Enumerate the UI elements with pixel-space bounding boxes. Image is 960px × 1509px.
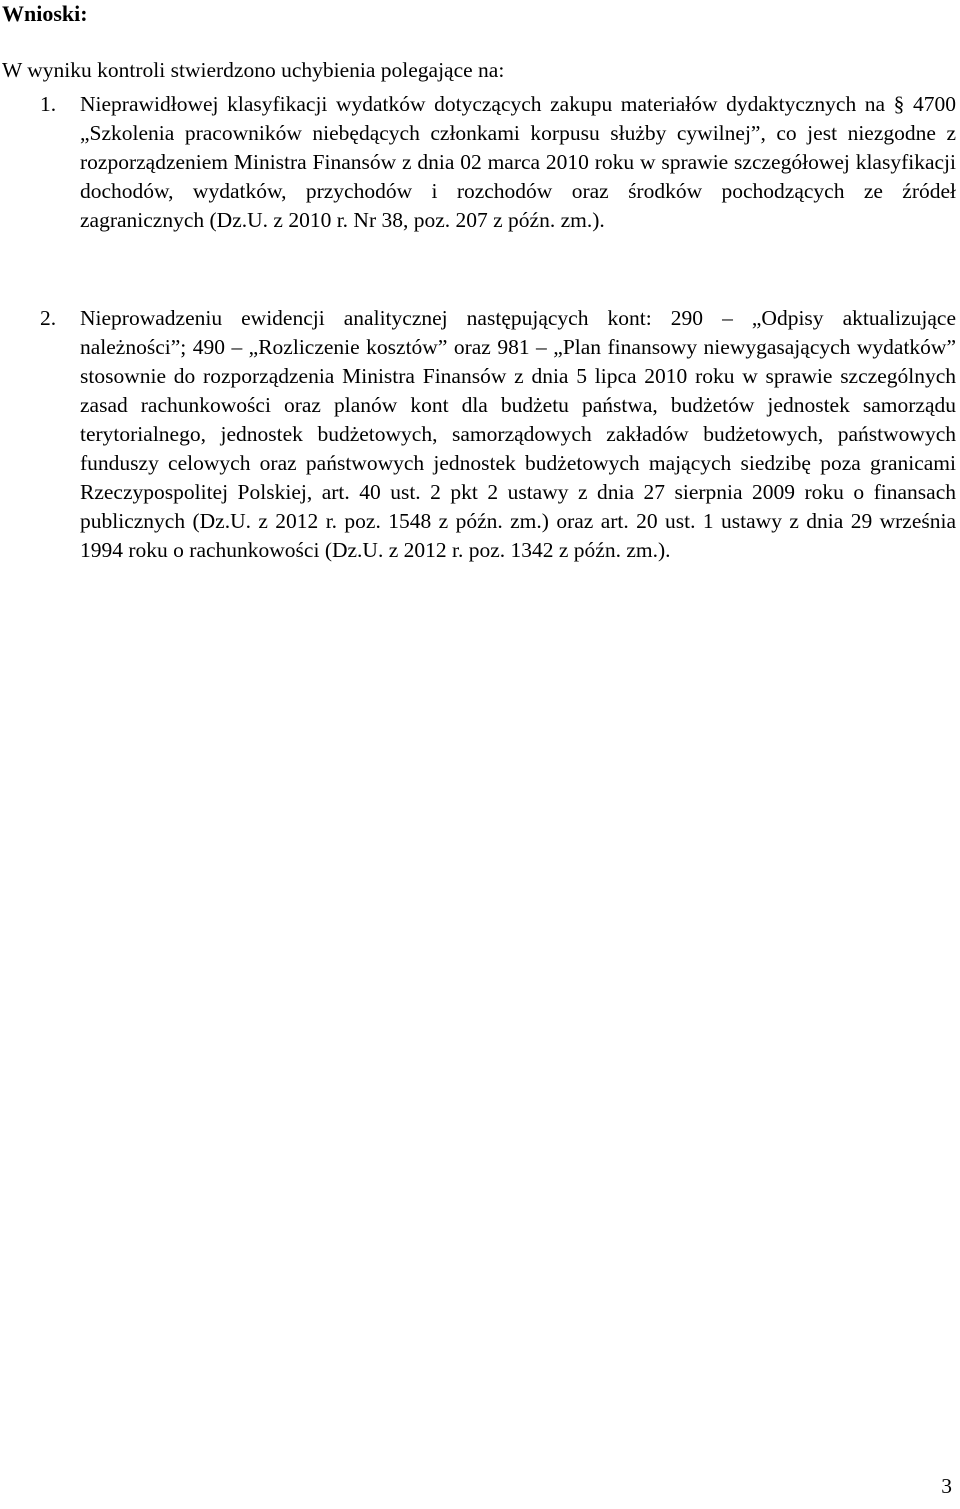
section-heading: Wnioski: <box>2 1 88 26</box>
page-number: 3 <box>941 1474 952 1498</box>
list-item <box>40 304 956 565</box>
list-item-text: Nieprowadzeniu ewidencji analitycznej następujących kont: 290 – „Odpisy aktualizujące należności”; 490 – „Rozliczenie kosztów” oraz 981 – „Plan finansowy niewygasających wydatków” stosownie do rozporządzenia Ministra Finansów z dnia 5 lipca 2010 roku w sprawie szczególnych zasad rachunkowości oraz planów kont dla budżetu państwa, budżetów jednostek samorządu terytorialnego, jednostek budżetowych, samorządowych zakładów budżetowych, państwowych funduszy celowych oraz państwowych jednostek budżetowych mających siedzibę poza granicami Rzeczypospolitej Polskiej, art. 40 ust. 2 pkt 2 ustawy z dnia 27 sierpnia 2009 roku o finansach publicznych (Dz.U. z 2012 r. poz. 1548 z późn. zm.) oraz art. 20 ust. 1 ustawy z dnia 29 września 1994 roku o rachunkowości (Dz.U. z 2012 r. poz. 1342 z późn. zm.). <box>80 306 956 562</box>
list-item-number: 1. <box>40 92 57 116</box>
list-item <box>40 90 956 235</box>
list-item-text: Nieprawidłowej klasyfikacji wydatków dotyczących zakupu materiałów dydaktycznych na § 4700 „Szkolenia pracowników niebędących członkami korpusu służby cywilnej”, co jest niezgodne z rozporządzeniem Ministra Finansów z dnia 02 marca 2010 roku w sprawie szczegółowej klasyfikacji dochodów, wydatków, przychodów i rozchodów oraz środków pochodzących ze źródeł zagranicznych (Dz.U. z 2010 r. Nr 38, poz. 207 z późn. zm.). <box>80 92 956 232</box>
intro-paragraph: W wyniku kontroli stwierdzono uchybienia polegające na: <box>2 58 505 82</box>
list-item-number: 2. <box>40 306 57 330</box>
